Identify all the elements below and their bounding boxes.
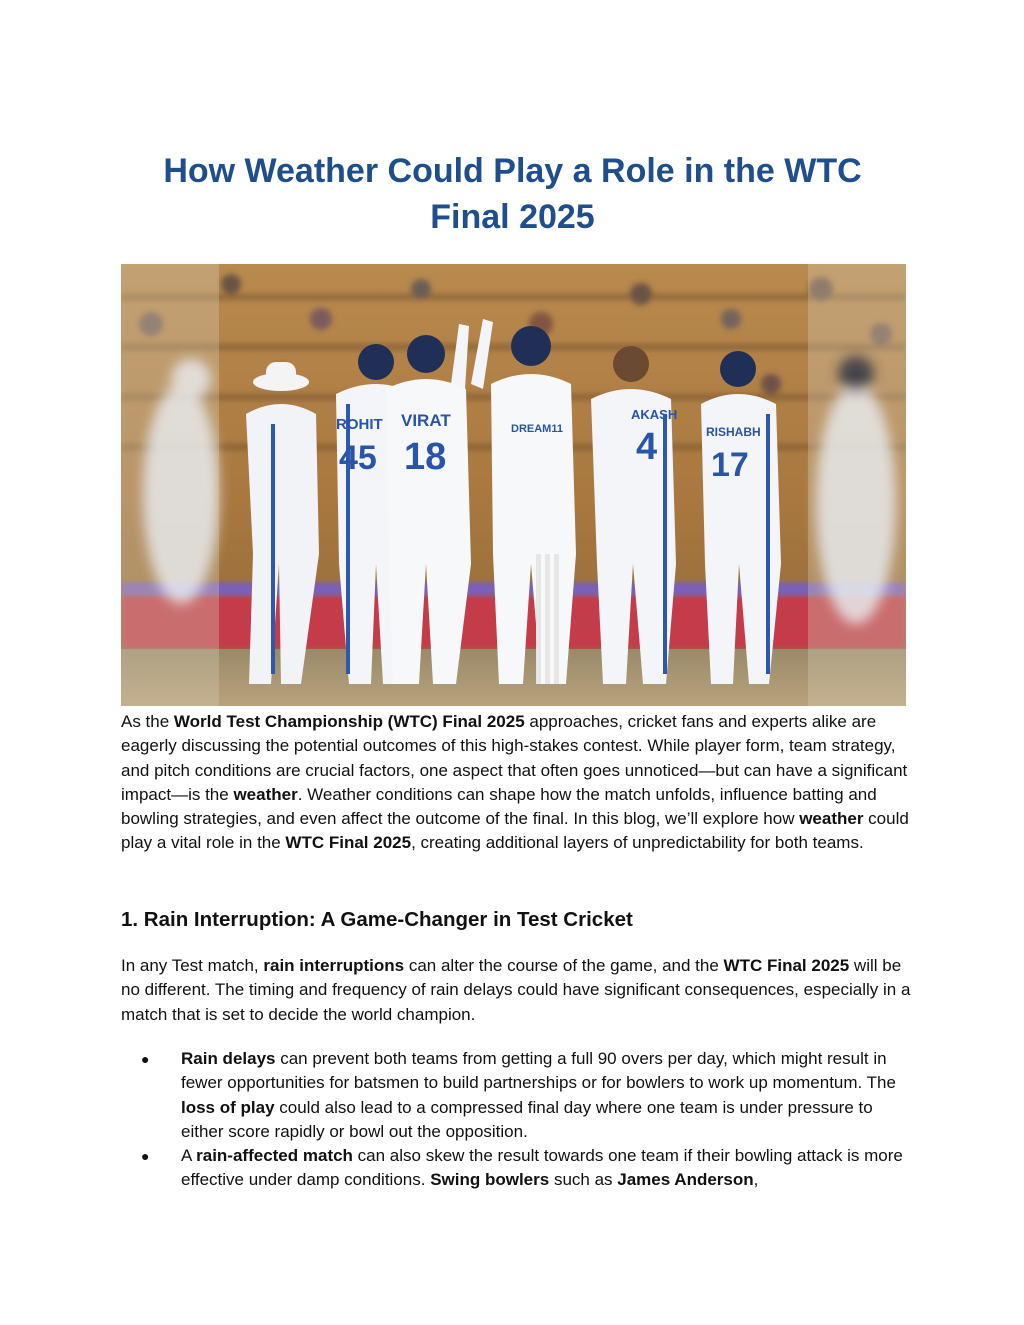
bullet-icon: ●	[141, 1051, 150, 1067]
intro-paragraph: As the World Test Championship (WTC) Final 2025 approaches, cricket fans and experts alike are eagerly discussing the potential outcomes of this high-stakes contest. While player form, team strategy, and pitch conditions are crucial factors, one aspect that often goes unnoticed—but can have a significant impact—is the weather. Weather conditions can shape how the match unfolds, influence batting and bowling strategies, and even affect the outcome of the final. In this blog, we’ll explore how weather could play a vital role in the WTC Final 2025, creating additional layers of unpredictability for both teams.	[121, 712, 909, 853]
list-item	[121, 1144, 911, 1193]
jersey-number-1: 45	[339, 439, 377, 477]
bold-text: WTC Final 2025	[285, 833, 412, 853]
jersey-name-4: RISHABH	[706, 425, 761, 439]
list-item	[121, 1047, 911, 1144]
bullet-icon: ●	[141, 1148, 150, 1165]
cricket-team-celebration-image	[121, 264, 906, 706]
bold-text: rain interruptions	[263, 956, 405, 975]
bold-text: WTC Final 2025	[723, 956, 850, 975]
bold-text: loss of play	[181, 1097, 275, 1117]
jersey-name-3: AKASH	[631, 407, 678, 422]
section-heading-rain: 1. Rain Interruption: A Game-Changer in Test Cricket	[121, 908, 633, 931]
rain-bullet-list	[121, 1047, 911, 1193]
list-item-text: Rain delays can prevent both teams from getting a full 90 overs per day, which might result in fewer opportunities for batsmen to build partnerships or for bowlers to work up momentum. The loss of play could also lead to a compressed final day where one team is under pressure to either score rapidly or bowl out the opposition.	[181, 1049, 896, 1141]
bold-text: rain-affected match	[196, 1146, 353, 1166]
jersey-name-2: VIRAT	[401, 411, 451, 430]
jersey-sponsor: DREAM11	[511, 423, 563, 435]
bold-text: Rain delays	[181, 1049, 276, 1068]
bold-text: weather	[233, 784, 298, 804]
jersey-name-1: ROHIT	[336, 416, 383, 433]
bold-text: World Test Championship (WTC) Final 2025	[173, 712, 525, 731]
bold-text: weather	[799, 809, 864, 829]
list-item-text: A rain-affected match can also skew the result towards one team if their bowling attack is more effective under damp conditions. Swing bowlers such as James Anderson,	[181, 1146, 903, 1190]
jersey-number-4: 17	[711, 446, 749, 484]
bold-text: Swing bowlers	[430, 1170, 550, 1190]
jersey-number-3: 4	[636, 426, 658, 468]
bold-text: James Anderson	[617, 1170, 754, 1190]
article-title: How Weather Could Play a Role in the WTC Final 2025	[163, 152, 862, 236]
section-paragraph-rain: In any Test match, rain interruptions can alter the course of the game, and the WTC Final 2025 will be no different. The timing and frequency of rain delays could have significant consequences, especially in a match that is set to decide the world champion.	[121, 956, 911, 1024]
hero-image	[121, 264, 906, 706]
jersey-number-2: 18	[404, 436, 447, 478]
